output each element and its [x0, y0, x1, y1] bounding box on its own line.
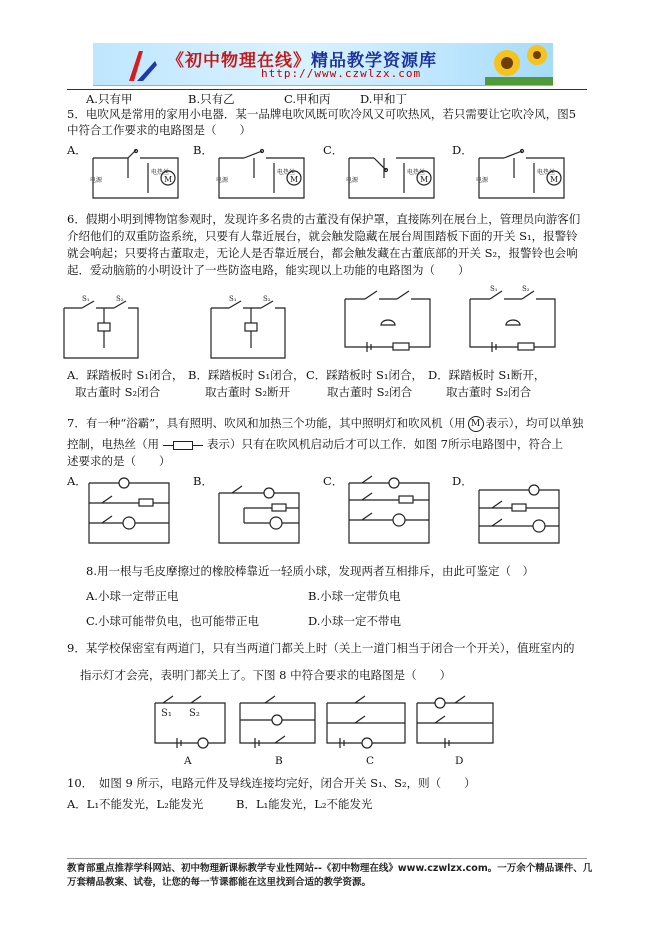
q5-stem-line2: 中符合工作要求的电路图是（ ）	[67, 123, 251, 137]
svg-text:电热丝: 电热丝	[537, 169, 556, 176]
q6-option-d-line2: 取古董时 S₂闭合	[446, 385, 532, 399]
q5-circuit-b	[214, 148, 314, 203]
q8-option-a: A.小球一定带正电	[86, 589, 179, 603]
q6-option-c-line1: C．踩踏板时 S₁闭合，	[306, 368, 423, 382]
q7-circuit-d	[474, 478, 569, 548]
q7-circuit-b	[214, 478, 309, 548]
q7-stem-line2: 控制，电热丝（用 表示）只有在吹风机启动后才可以工作．如图 7所示电路图中，符合上	[67, 437, 563, 451]
q6-circuit-a	[64, 293, 144, 363]
svg-text:S₂: S₂	[522, 285, 530, 293]
heater-wire-symbol-icon	[163, 440, 203, 450]
q5-circuit-a	[88, 148, 188, 203]
svg-text:电源: 电源	[90, 177, 103, 184]
q9-circuits	[155, 698, 495, 763]
svg-text:S₁: S₁	[82, 295, 90, 303]
q4-option-c: C.甲和丙	[284, 92, 331, 106]
svg-text:M: M	[550, 175, 559, 184]
q10-option-b: B．L₁能发光，L₂不能发光	[236, 797, 373, 811]
svg-text:电热丝: 电热丝	[151, 169, 170, 176]
q8-option-c: C.小球可能带负电，也可能带正电	[86, 614, 260, 628]
q8-option-d: D.小球一定不带电	[308, 614, 401, 628]
q7-label-d: D．	[452, 474, 473, 488]
q9-stem-line1: 9．某学校保密室有两道门，只有当两道门都关上时（关上一道门相当于闭合一个开关），值班室内的	[67, 641, 575, 655]
svg-text:M: M	[420, 175, 429, 184]
site-logo-icon	[121, 45, 161, 85]
svg-text:M: M	[164, 175, 173, 184]
q6-circuit-b	[211, 293, 291, 363]
svg-text:S₁: S₁	[490, 285, 498, 293]
q6-option-c-line2: 取古董时 S₂闭合	[327, 385, 413, 399]
q5-label-d: D．	[452, 143, 473, 157]
header-rule	[67, 89, 587, 90]
q8-stem: 8.用一根与毛皮摩擦过的橡胶棒靠近一轻质小球，发现两者互相排斥，由此可鉴定（ ）	[86, 564, 534, 578]
svg-text:电热丝: 电热丝	[407, 169, 426, 176]
q7-stem-line1: 7．有一种“浴霸”，具有照明、吹风和加热三个功能，其中照明灯和吹风机（用 M 表示），均可以单独	[67, 416, 584, 430]
q6-option-a-line1: A．踩踏板时 S₁闭合，	[67, 368, 184, 382]
footer-text: 教育部重点推荐学科网站、初中物理新课标教学专业性网站--《初中物理在线》www.czwlzx.com。一万余个精品课件、几万套精品教案、试卷，让您的每一节课都能在这里找到合适的教学资源。	[67, 863, 593, 888]
q4-option-d: D.甲和丁	[360, 92, 407, 106]
q9-stem-line2: 指示灯才会亮，表明门都关上了。下图 8 中符合要求的电路图是（ ）	[80, 668, 452, 682]
svg-text:电热丝: 电热丝	[277, 169, 296, 176]
q6-circuit-c	[345, 287, 435, 357]
q5-label-c: C．	[323, 143, 344, 157]
q8-option-b: B.小球一定带负电	[308, 589, 401, 603]
q10-option-a: A．L₁不能发光，L₂能发光	[67, 797, 204, 811]
q5-stem-line1: 5．电吹风是常用的家用小电器．某一品牌电吹风既可吹冷风又可吹热风，若只需要让它吹冷风，图5	[67, 107, 577, 121]
q7-label-c: C．	[323, 474, 344, 488]
motor-symbol-icon: M	[468, 416, 484, 432]
q7-label-b: B．	[193, 474, 213, 488]
svg-text:电源: 电源	[476, 177, 489, 184]
svg-text:电源: 电源	[216, 177, 229, 184]
q5-circuit-d	[474, 148, 574, 203]
q7-label-a: A．	[67, 474, 87, 488]
q6-option-a-line2: 取古董时 S₂闭合	[75, 385, 161, 399]
q9-label-c: C	[366, 755, 375, 767]
q9-label-a: A	[184, 755, 192, 767]
q6-option-d-line1: D．踩踏板时 S₁断开，	[428, 368, 546, 382]
q6-stem-line2: 介绍他们的双重防盗系统，只要有人靠近展台，就会触发隐藏在展台周围踏板下面的开关 S₁，报警铃	[67, 229, 578, 243]
svg-text:S₁: S₁	[161, 708, 172, 719]
svg-text:S₁: S₁	[229, 295, 237, 303]
svg-text:S₂: S₂	[189, 708, 200, 719]
q6-option-b-line1: B．踩踏板时 S₁闭合，	[188, 368, 305, 382]
q9-label-d: D	[455, 755, 464, 767]
q7-circuit-c	[344, 478, 439, 548]
footer-rule	[67, 858, 587, 859]
q6-stem-line4: 起．爱动脑筋的小明设计了一些防盗电路，能实现以上功能的电路图为（ ）	[67, 263, 470, 277]
q6-option-b-line2: 取古董时 S₂断开	[205, 385, 291, 399]
banner-title: 《初中物理在线》精品教学资源库	[167, 51, 437, 71]
svg-text:S₂: S₂	[263, 295, 271, 303]
banner-url[interactable]: http://www.czwlzx.com	[261, 67, 422, 80]
q5-circuit-c	[344, 148, 444, 203]
q9-label-b: B	[275, 755, 283, 767]
svg-text:S₂: S₂	[116, 295, 124, 303]
q5-label-a: A．	[67, 143, 87, 157]
q6-stem-line3: 就会响起；只要将古董取走，无论人是否靠近展台，都会触发藏在古董底部的开关 S₂，报警铃也会响	[67, 246, 578, 260]
sunflower-icon	[485, 43, 553, 85]
q10-stem: 10． 如图 9 所示，电路元件及导线连接均完好，闭合开关 S₁、S₂，则（ ）	[67, 776, 476, 790]
q7-circuit-a	[84, 478, 179, 548]
header-banner	[93, 43, 553, 86]
q5-label-b: B．	[193, 143, 213, 157]
q6-circuit-d	[470, 287, 560, 357]
q7-stem-line3: 述要求的是（ ）	[67, 454, 171, 468]
svg-text:电源: 电源	[346, 177, 359, 184]
q4-option-b: B.只有乙	[188, 92, 235, 106]
q6-stem-line1: 6．假期小明到博物馆参观时，发现许多名贵的古董没有保护罩，直接陈列在展台上，管理员向游客们	[67, 212, 581, 226]
q4-option-a: A.只有甲	[86, 92, 133, 106]
svg-text:M: M	[290, 175, 299, 184]
